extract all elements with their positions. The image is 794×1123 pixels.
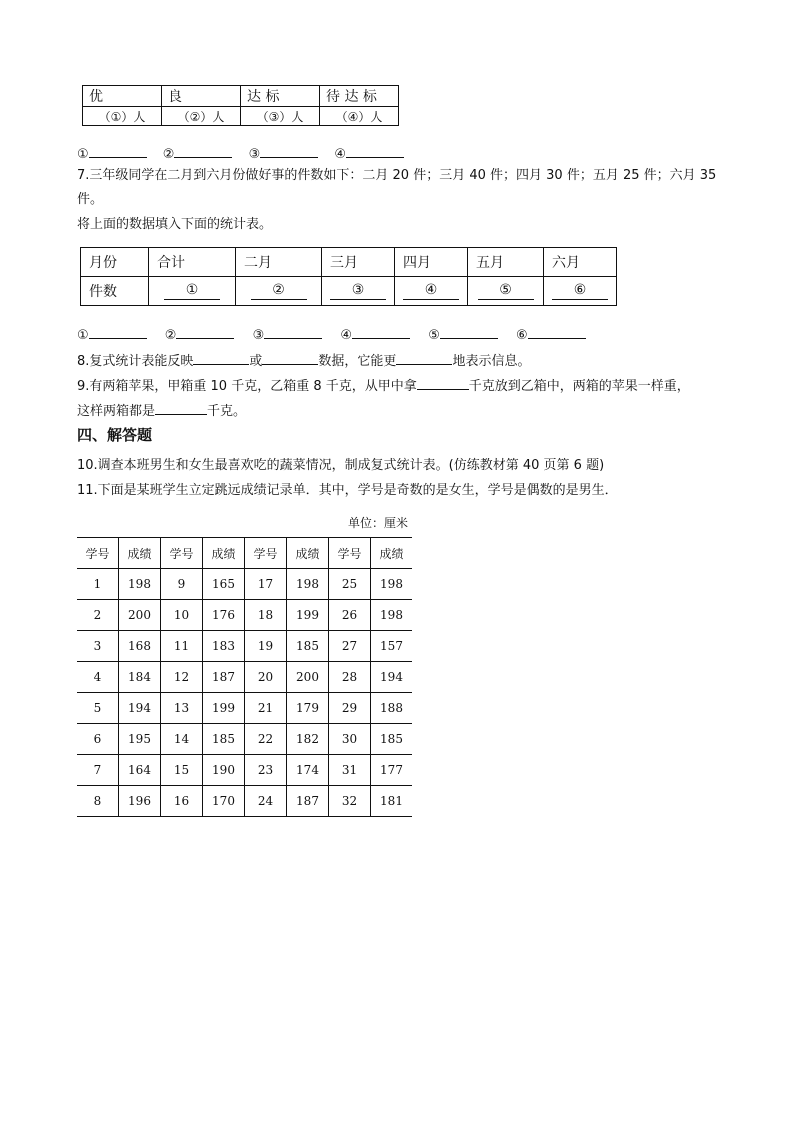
score-value: 183 [203, 631, 245, 662]
answer-blank[interactable] [352, 324, 410, 339]
score-value: 200 [287, 662, 329, 693]
answer-marker: ② [162, 147, 175, 162]
table-row [77, 662, 412, 693]
score-value: 196 [119, 786, 161, 817]
answer-marker: ③ [248, 147, 261, 162]
score-value: 200 [119, 600, 161, 631]
score-value: 199 [287, 600, 329, 631]
student-number: 17 [245, 569, 287, 600]
answer-marker: ⑤ [428, 328, 440, 343]
score-table [77, 537, 412, 817]
score-header: 成绩 [371, 538, 413, 569]
score-value: 174 [287, 755, 329, 786]
score-header: 成绩 [287, 538, 329, 569]
score-value: 165 [203, 569, 245, 600]
score-value: 177 [371, 755, 413, 786]
student-number: 29 [329, 693, 371, 724]
answer-blank[interactable] [440, 324, 498, 339]
grade-table [82, 85, 399, 126]
answer-blank[interactable] [417, 375, 469, 390]
section-heading: 四、解答题 [77, 426, 153, 444]
month-header: 合计 [149, 248, 236, 277]
table-row [77, 569, 412, 600]
student-number: 10 [161, 600, 203, 631]
score-header: 学号 [329, 538, 371, 569]
q9-line-1 [77, 375, 690, 396]
answer-marker: ⑥ [515, 328, 528, 343]
table-row [77, 786, 412, 817]
score-value: 185 [203, 724, 245, 755]
student-number: 11 [161, 631, 203, 662]
score-value: 195 [119, 724, 161, 755]
answer-marker: ① [77, 328, 89, 343]
month-header: 四月 [395, 248, 468, 277]
student-number: 28 [329, 662, 371, 693]
q8-line [77, 350, 530, 371]
q11-text: 11.下面是某班学生立定跳远成绩记录单．其中，学号是奇数的是女生，学号是偶数的是男生． [77, 483, 618, 498]
student-number: 16 [161, 786, 203, 817]
score-value: 188 [371, 693, 413, 724]
score-value: 198 [119, 569, 161, 600]
student-number: 14 [161, 724, 203, 755]
student-number: 15 [161, 755, 203, 786]
student-number: 27 [329, 631, 371, 662]
month-header: 二月 [236, 248, 322, 277]
month-cell: ④ [403, 282, 459, 300]
student-number: 8 [77, 786, 119, 817]
grade-cell: （④）人 [320, 107, 399, 126]
student-number: 24 [245, 786, 287, 817]
grade-header: 待 达 标 [320, 86, 399, 107]
grade-header: 良 [162, 86, 241, 107]
score-value: 198 [287, 569, 329, 600]
answer-blank[interactable] [260, 143, 318, 158]
score-value: 185 [287, 631, 329, 662]
student-number: 20 [245, 662, 287, 693]
month-header: 三月 [322, 248, 395, 277]
table-row [77, 631, 412, 662]
score-value: 194 [119, 693, 161, 724]
month-header: 月份 [81, 248, 149, 277]
answer-marker: ③ [252, 328, 265, 343]
student-number: 22 [245, 724, 287, 755]
student-number: 5 [77, 693, 119, 724]
score-value: 190 [203, 755, 245, 786]
grade-cell: （②）人 [162, 107, 241, 126]
answer-blank[interactable] [176, 324, 234, 339]
student-number: 30 [329, 724, 371, 755]
q8-text: 8.复式统计表能反映 [77, 354, 194, 369]
grade-cell: （③）人 [241, 107, 320, 126]
answer-marker: ④ [340, 328, 353, 343]
table-row [77, 693, 412, 724]
q9-text: 千克。 [207, 404, 247, 419]
score-value: 187 [203, 662, 245, 693]
grade-cell: （①）人 [83, 107, 162, 126]
score-header: 成绩 [203, 538, 245, 569]
answer-blank[interactable] [89, 143, 147, 158]
student-number: 18 [245, 600, 287, 631]
table-row [77, 724, 412, 755]
answer-blank[interactable] [262, 350, 318, 365]
grade-header: 优 [83, 86, 162, 107]
score-value: 199 [203, 693, 245, 724]
answer-blank[interactable] [174, 143, 232, 158]
score-value: 187 [287, 786, 329, 817]
answer-marker: ② [164, 328, 177, 343]
q8-text: 或 [249, 354, 263, 369]
answer-blank[interactable] [264, 324, 322, 339]
month-cell: ⑤ [478, 282, 534, 300]
score-value: 176 [203, 600, 245, 631]
student-number: 3 [77, 631, 119, 662]
table-row [77, 755, 412, 786]
q7-line-2: 件。 [77, 192, 104, 207]
month-row-label: 件数 [81, 277, 149, 306]
q8-text: 数据，它能更 [318, 354, 397, 369]
answer-blank[interactable] [155, 400, 207, 415]
score-value: 170 [203, 786, 245, 817]
month-header: 六月 [544, 248, 617, 277]
score-value: 185 [371, 724, 413, 755]
score-header: 学号 [245, 538, 287, 569]
score-value: 179 [287, 693, 329, 724]
score-value: 164 [119, 755, 161, 786]
month-header: 五月 [468, 248, 544, 277]
student-number: 31 [329, 755, 371, 786]
student-number: 7 [77, 755, 119, 786]
q9-text: 9.有两箱苹果，甲箱重 10 千克，乙箱重 8 千克，从甲中拿 [77, 379, 417, 394]
score-header: 学号 [161, 538, 203, 569]
student-number: 12 [161, 662, 203, 693]
month-table [80, 247, 617, 306]
answer-blank[interactable] [346, 143, 404, 158]
score-value: 198 [371, 600, 413, 631]
q7-line-3: 将上面的数据填入下面的统计表。 [77, 217, 273, 232]
student-number: 21 [245, 693, 287, 724]
q9-text: 千克放到乙箱中，两箱的苹果一样重， [468, 379, 690, 394]
q8-text: 地表示信息。 [452, 354, 531, 369]
student-number: 32 [329, 786, 371, 817]
student-number: 6 [77, 724, 119, 755]
student-number: 13 [161, 693, 203, 724]
score-value: 194 [371, 662, 413, 693]
month-cell: ③ [330, 282, 386, 300]
score-header: 成绩 [119, 538, 161, 569]
month-cell: ⑥ [552, 282, 608, 300]
answer-blank[interactable] [528, 324, 586, 339]
q7-line-1: 7.三年级同学在二月到六月份做好事的件数如下：二月 20 件；三月 40 件；四月 30 件；五月 25 件；六月 35 [77, 168, 717, 183]
student-number: 1 [77, 569, 119, 600]
q9-text: 这样两箱都是 [77, 404, 156, 419]
student-number: 25 [329, 569, 371, 600]
score-value: 198 [371, 569, 413, 600]
student-number: 26 [329, 600, 371, 631]
answer-blank[interactable] [193, 350, 249, 365]
score-value: 182 [287, 724, 329, 755]
score-value: 157 [371, 631, 413, 662]
unit-label: 单位：厘米 [348, 516, 409, 530]
student-number: 9 [161, 569, 203, 600]
q10-text: 10.调查本班男生和女生最喜欢吃的蔬菜情况，制成复式统计表。(仿练教材第 40 页第 6 题) [77, 458, 605, 473]
month-cell: ② [251, 282, 307, 300]
student-number: 19 [245, 631, 287, 662]
answer-blank[interactable] [89, 324, 147, 339]
score-header: 学号 [77, 538, 119, 569]
student-number: 2 [77, 600, 119, 631]
answer-blank[interactable] [396, 350, 452, 365]
answer-line-1 [77, 143, 404, 164]
score-value: 184 [119, 662, 161, 693]
student-number: 23 [245, 755, 287, 786]
student-number: 4 [77, 662, 119, 693]
answer-line-2 [77, 324, 586, 345]
answer-marker: ④ [334, 147, 347, 162]
table-row [77, 600, 412, 631]
grade-header: 达 标 [241, 86, 320, 107]
score-value: 168 [119, 631, 161, 662]
score-value: 181 [371, 786, 413, 817]
month-cell: ① [164, 282, 220, 300]
q9-line-2 [77, 400, 246, 421]
answer-marker: ① [77, 147, 89, 162]
